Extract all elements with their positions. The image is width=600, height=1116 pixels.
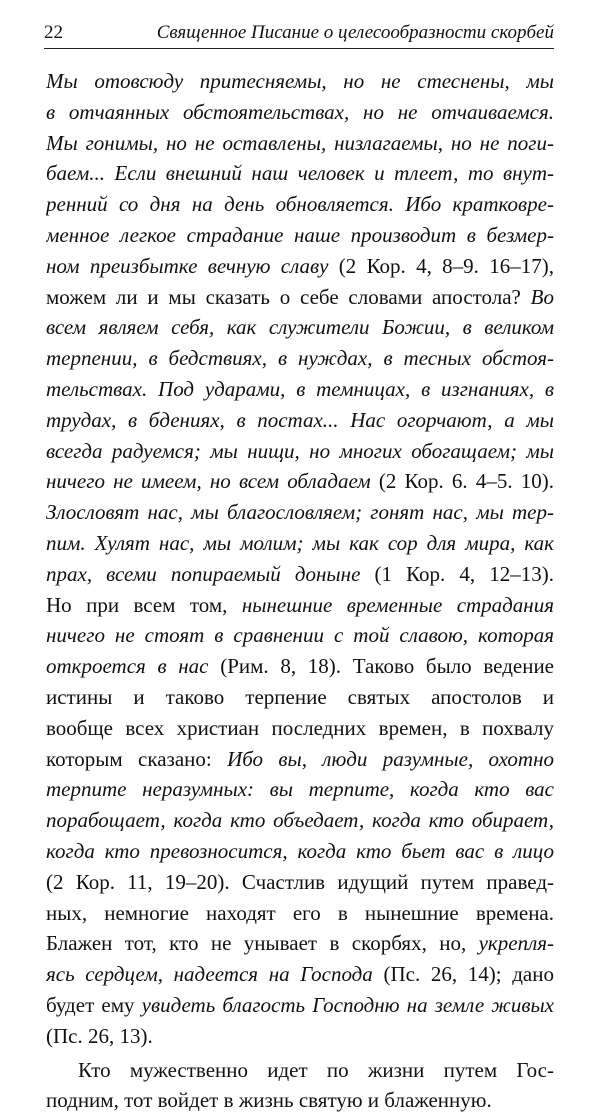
italic-quote: ясь сердцем, надеется на Господа [46, 962, 373, 986]
text-run: (Пс. 26, 13). [46, 1024, 153, 1048]
italic-quote: ничего не стоят в сравнении с той славою, которая [46, 623, 554, 647]
italic-quote: терпении, в бедствиях, в нуждах, в тесных обстоя- [46, 346, 554, 370]
italic-quote: нынешние временные страдания [242, 593, 554, 617]
italic-quote: всем являем себя, как служители Божии, в великом [46, 315, 554, 339]
italic-quote: увидеть благость Господню на земле живых [142, 993, 554, 1017]
italic-quote: Во [531, 285, 554, 309]
text-line [46, 374, 554, 405]
italic-quote: укрепля- [479, 931, 554, 955]
text-line [46, 713, 554, 744]
text-line [46, 312, 554, 343]
text-run: вообще всех христиан последних времен, в похвалу [46, 716, 554, 740]
paragraph-1 [46, 66, 554, 1052]
italic-quote: Мы отовсюду притесняемы, но не стеснены, мы [46, 69, 554, 93]
paragraph-2 [46, 1055, 554, 1116]
italic-quote: когда кто превозносится, когда кто бьет вас в лицо [46, 839, 554, 863]
text-run: которым сказано: [46, 747, 227, 771]
text-line [46, 158, 554, 189]
text-line [46, 959, 554, 990]
text-run: подним, тот войдет в жизнь святую и блаженную. [46, 1088, 492, 1112]
text-run: Блажен тот, кто не унывает в скорбях, но, [46, 931, 479, 955]
italic-quote: менное легкое страдание наше производит в безмер- [46, 223, 554, 247]
text-run: (2 Кор. 4, 8–9. 16–17), [328, 254, 554, 278]
text-line [46, 590, 554, 621]
text-line [46, 466, 554, 497]
text-run: (1 Кор. 4, 12–13). [360, 562, 554, 586]
text-line [46, 744, 554, 775]
text-line [46, 805, 554, 836]
italic-quote: порабощает, когда кто объедает, когда кто обирает, [46, 808, 554, 832]
text-line [46, 928, 554, 959]
text-line [46, 128, 554, 159]
text-line [46, 1055, 554, 1086]
text-run: можем ли и мы сказать о себе словами апостола? [46, 285, 531, 309]
text-line [46, 405, 554, 436]
text-line [46, 66, 554, 97]
body-text [46, 66, 554, 1116]
italic-quote: Злословят нас, мы благословляем; гонят нас, мы тер- [46, 500, 554, 524]
text-run: (2 Кор. 6. 4–5. 10). [371, 469, 554, 493]
text-line [46, 251, 554, 282]
text-line [46, 97, 554, 128]
text-run: истины и таково терпение святых апостолов и [46, 685, 554, 709]
italic-quote: ном преизбытке вечную славу [46, 254, 328, 278]
italic-quote: ничего не имеем, но всем обладаем [46, 469, 371, 493]
italic-quote: тельствах. Под ударами, в темницах, в изгнаниях, в [46, 377, 554, 401]
text-run: (Пс. 26, 14); дано [373, 962, 554, 986]
italic-quote: трудах, в бдениях, в постах... Нас огорчают, а мы [46, 408, 554, 432]
text-line [46, 898, 554, 929]
text-line [46, 436, 554, 467]
italic-quote: откроется в нас [46, 654, 209, 678]
text-run: (2 Кор. 11, 19–20). Счастлив идущий путем правед- [46, 870, 554, 894]
text-run: (Рим. 8, 18). Таково было ведение [209, 654, 554, 678]
text-line [46, 282, 554, 313]
text-line [46, 343, 554, 374]
page-number: 22 [44, 22, 63, 44]
italic-quote: пим. Хулят нас, мы молим; мы как сор для мира, как [46, 531, 554, 555]
italic-quote: прах, всеми попираемый доныне [46, 562, 360, 586]
text-line [46, 620, 554, 651]
text-line [46, 220, 554, 251]
text-line [46, 836, 554, 867]
running-title: Священное Писание о целесообразности скорбей [157, 22, 554, 44]
text-line [46, 651, 554, 682]
text-line [46, 990, 554, 1021]
page-header [44, 18, 554, 49]
text-line [46, 1021, 554, 1052]
text-line [46, 559, 554, 590]
text-line [46, 528, 554, 559]
italic-quote: ренний со дня на день обновляется. Ибо кратковре- [46, 192, 554, 216]
text-line [46, 774, 554, 805]
italic-quote: Ибо вы, люди разумные, охотно [227, 747, 554, 771]
text-line [46, 189, 554, 220]
text-run: ных, немногие находят его в нынешние времена. [46, 901, 554, 925]
italic-quote: в отчаянных обстоятельствах, но не отчаиваемся. [46, 100, 554, 124]
text-run: будет ему [46, 993, 142, 1017]
italic-quote: всегда радуемся; мы нищи, но многих обогащаем; мы [46, 439, 554, 463]
italic-quote: Мы гонимы, но не оставлены, низлагаемы, но не поги- [46, 131, 554, 155]
text-run: Кто мужественно идет по жизни путем Гос- [78, 1058, 554, 1082]
text-line [46, 1085, 554, 1116]
text-run: Но при всем том, [46, 593, 242, 617]
text-line [46, 497, 554, 528]
italic-quote: терпите неразумных: вы терпите, когда кто вас [46, 777, 554, 801]
text-line [46, 867, 554, 898]
italic-quote: баем... Если внешний наш человек и тлеет, то внут- [46, 161, 554, 185]
text-line [46, 682, 554, 713]
